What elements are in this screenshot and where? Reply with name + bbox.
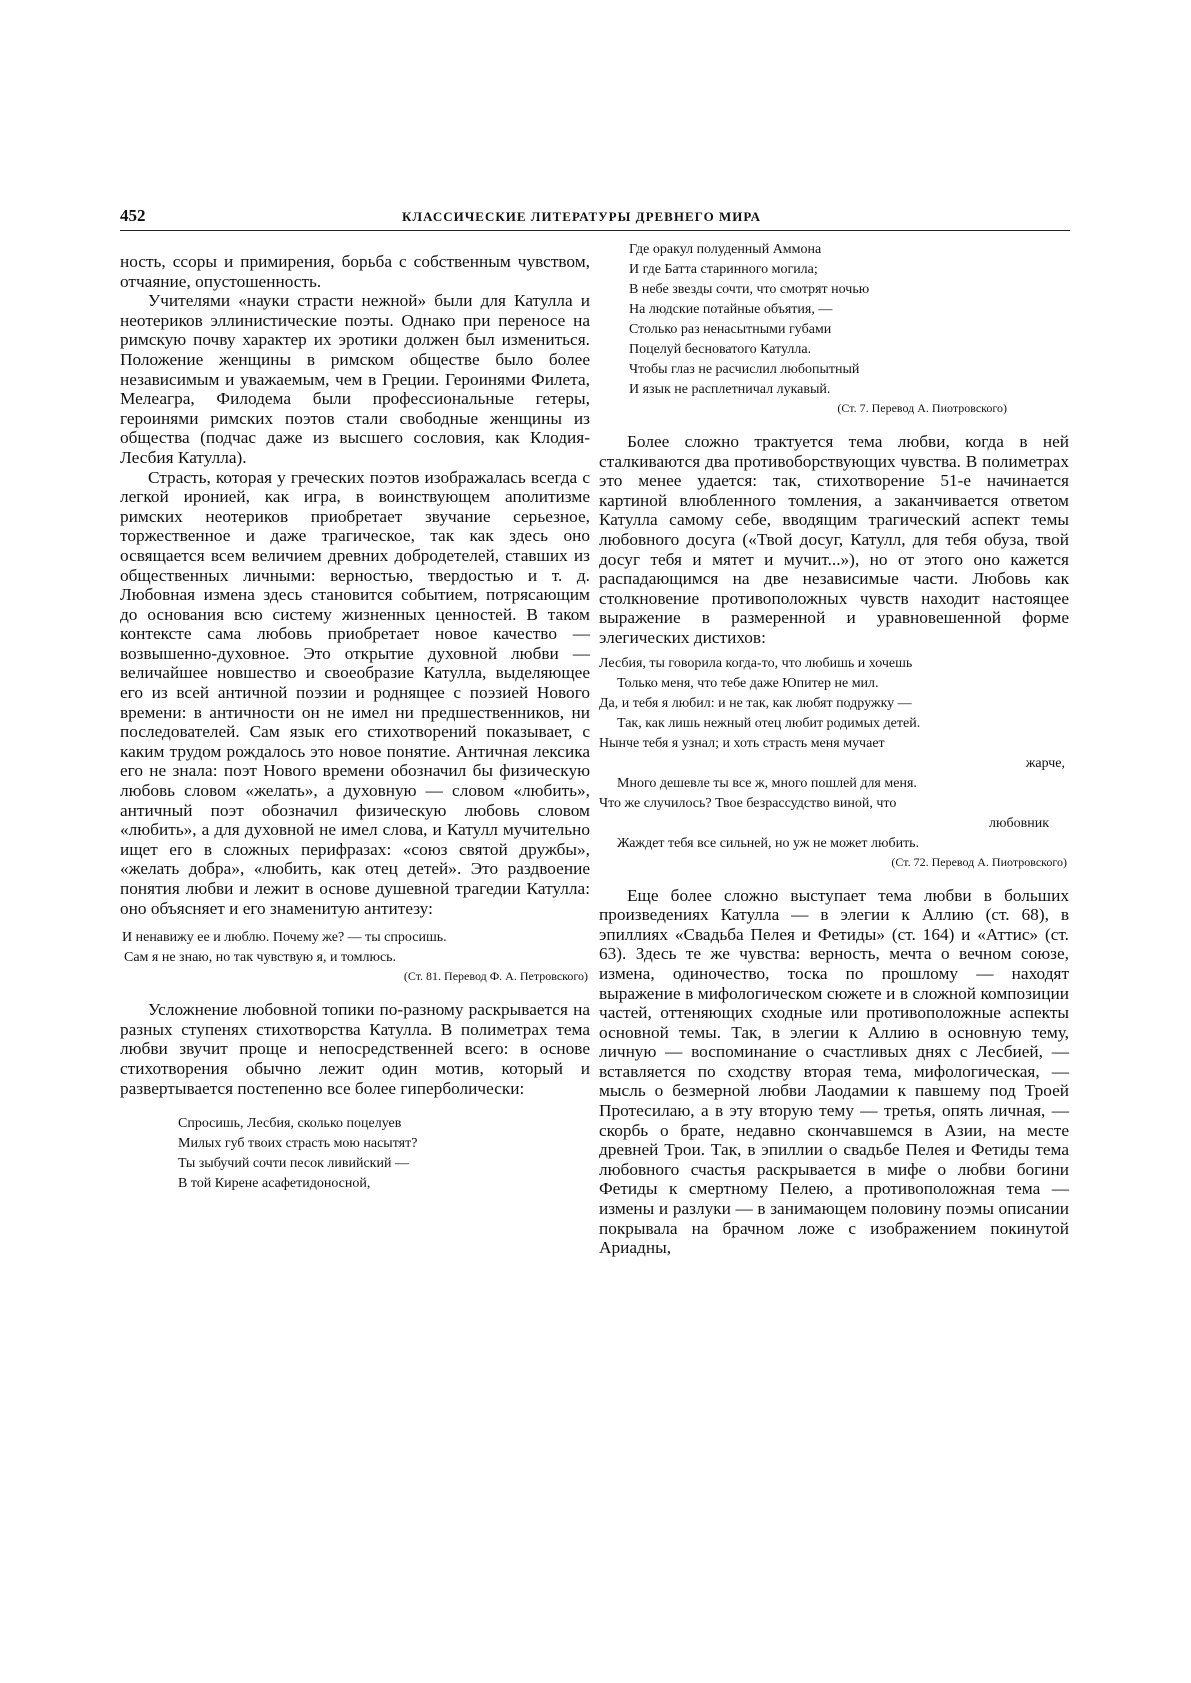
verse-line: Сам я не знаю, но так чувствую я, и томлюсь.: [124, 950, 397, 966]
verse-line: Спросишь, Лесбия, сколько поцелуев: [178, 1116, 402, 1132]
verse-line: Где оракул полуденный Аммона: [629, 242, 822, 257]
verse-quote: [599, 654, 1069, 854]
page-number: 452: [120, 206, 146, 225]
verse-line: И где Батта старинного могила;: [629, 262, 818, 277]
verse-line: Поцелуй бесноватого Катулла.: [629, 342, 812, 357]
verse-line: На людские потайные объятия, —: [629, 302, 833, 317]
verse-line: Столько раз ненасытными губами: [629, 322, 832, 337]
verse-line: Да, и тебя я любил: и не так, как любят подружку —: [599, 695, 912, 711]
verse-line: В небе звезды сочти, что смотрят ночью: [629, 282, 870, 297]
verse-line: В той Кирене асафетидоносной,: [178, 1176, 371, 1192]
verse-line: Лесбия, ты говорила когда-то, что любишь и хочешь: [599, 655, 913, 671]
paragraph: Страсть, которая у греческих поэтов изображалась всегда с легкой иронией, как игра, в воинствующем аполитизме римских неотериков приобретает звучание серьезное, торжественное и даже трагическое, так как здесь оно освящается всем величием древних добродетелей, ставших из общественных личными: верностью, твердостью и т. д. Любовная измена здесь становится событием, потрясающим до основания всю систему жизненных ценностей. В таком контексте сама любовь приобретает новое качество — возвышенно-духовное. Это открытие духовной любви — величайшее новшество и своеобразие Катулла, выделяющее его из всей античной поэзии и роднящее с поэзией Нового времени: в античности он не имел ни предшественников, ни последователей. Сам язык его стихотворений показывает, с каким трудом рождалось это новое понятие. Античная лексика его не знала: поэт Нового времени обозначил бы физическую любовь словом «желать», а духовную — словом «любить», античный поэт обозначил физическую любовь словом «любить», а для духовной не имел слова, и Катулл мучительно ищет его в сложных перифразах: «союз святой дружбы», «желать добра», «любить, как отец детей». Это раздвоение понятия любви и лежит в основе душевной трагедии Катулла: оно объясняет и его знаменитую антитезу:: [120, 467, 590, 918]
translation-caption: (Ст. 81. Перевод Ф. А. Петровского): [403, 969, 588, 984]
paragraph: Усложнение любовной топики по-разному раскрывается на разных ступенях стихотворства Катулла. В полиметрах тема любви звучит проще и непосредственней всего: в основе стихотворения обычно лежит один мотив, который и развертывается постепенно все более гиперболически:: [120, 1000, 590, 1098]
verse-line: Милых губ твоих страсть мою насытят?: [178, 1136, 418, 1152]
translation-caption: (Ст. 72. Перевод А. Пиотровского): [891, 854, 1067, 869]
verse-line: Что же случилось? Твое безрассудство виной, что: [599, 795, 897, 811]
paragraph: ность, ссоры и примирения, борьба с собственным чувством, отчаяние, опустошенность.: [120, 252, 590, 291]
verse-line: любовник: [989, 815, 1049, 831]
verse-quote: [120, 1114, 590, 1194]
verse-line: И язык не расплетничал лукавый.: [629, 382, 831, 397]
page-header: [120, 206, 1070, 231]
verse-line: жарче,: [1025, 755, 1065, 771]
verse-line: Много дешевле ты все ж, много пошлей для меня.: [617, 775, 917, 791]
paragraph: Учителями «науки страсти нежной» были для Катулла и неотериков эллинистические поэты. Однако при переносе на римскую почву характер их эротики должен был измениться. Положение женщины в римском обществе было более независимым и уважаемым, чем в Греции. Героинями Филета, Мелеагра, Филодема были профессиональные гетеры, героинями римских поэтов стали свободные женщины из общества (подчас даже из высшего сословия, как Клодия-Лесбия Катулла).: [120, 291, 590, 467]
verse-line: Нынче тебя я узнал; и хоть страсть меня мучает: [599, 735, 885, 751]
right-column: [599, 240, 1069, 1258]
running-title: КЛАССИЧЕСКИЕ ЛИТЕРАТУРЫ ДРЕВНЕГО МИРА: [402, 209, 761, 224]
left-column: [120, 252, 590, 1194]
verse-line: Жаждет тебя все сильней, но уж не может любить.: [617, 835, 920, 851]
verse-quote: [120, 928, 590, 968]
verse-quote: [599, 240, 1069, 400]
verse-line: И ненавижу ее и люблю. Почему же? — ты спросишь.: [122, 930, 447, 946]
verse-line: Чтобы глаз не расчислил любопытный: [629, 362, 860, 377]
paragraph: Более сложно трактуется тема любви, когда в ней сталкиваются два противоборствующих чувства. В полиметрах это менее удается: так, стихотворение 51-е начинается картиной влюбленного томления, а заканчивается ответом Катулла самому себе, вводящим трагический аспект темы любовного досуга («Твой досуг, Катулл, для тебя обуза, твой досуг тебя и мятет и мучит...»), но от этого оно кажется распадающимся на две независимые части. Любовь как столкновение противоположных чувств находит настоящее выражение в размеренной и уравновешенной форме элегических дистихов:: [599, 432, 1069, 647]
verse-line: Только меня, что тебе даже Юпитер не мил.: [617, 675, 879, 691]
paragraph: Еще более сложно выступает тема любви в больших произведениях Катулла — в элегии к Аллию (ст. 68), в эпиллиях «Свадьба Пелея и Фетиды» (ст. 164) и «Аттис» (ст. 63). Здесь те же чувства: верность, мечта о вечном союзе, измена, одиночество, тоска по прошлому — находят выражение в мифологическом сюжете и в сложной композиции частей, оттеняющих сходные или противоположные аспекты основной темы. Так, в элегии к Аллию в основную тему, личную — воспоминание о счастливых днях с Лесбией, — вставляется по сходству вторая тема, мифологическая, — мысль о безмерной любви Лаодамии к павшему под Троей Протесилаю, а в эту вторую тему — третья, опять личная, — скорбь о брате, недавно скончавшемся в Азии, на месте древней Трои. Так, в эпиллии о свадьбе Пелея и Фетиды тема любовного счастья раскрывается в мифе о любви богини Фетиды к смертному Пелею, а противоположная тема — измены и разлуки — в занимающем половину поэмы описании покрывала на брачном ложе с изображением покинутой Ариадны,: [599, 885, 1069, 1258]
translation-caption: (Ст. 7. Перевод А. Пиотровского): [837, 401, 1007, 415]
verse-line: Так, как лишь нежный отец любит родимых детей.: [617, 715, 921, 731]
verse-line: Ты зыбучий сочти песок ливийский —: [178, 1156, 409, 1172]
